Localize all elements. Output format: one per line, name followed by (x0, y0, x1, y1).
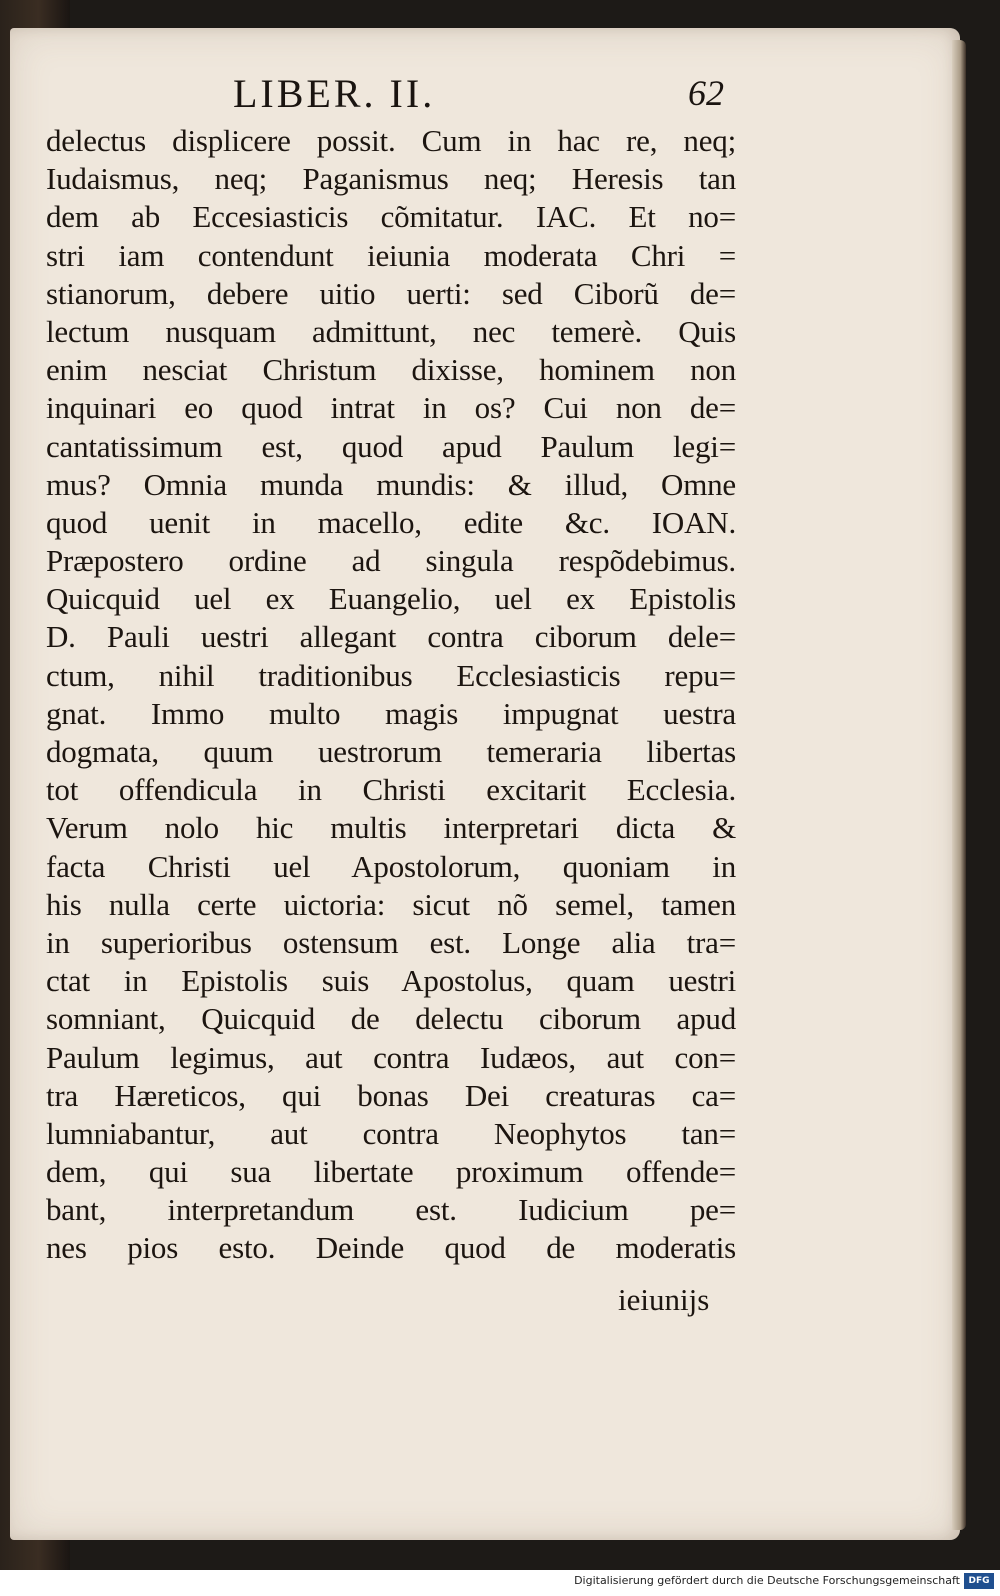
text-line: tot offendicula in Christi excitarit Ecclesia. (46, 772, 736, 808)
dfg-logo: DFG (964, 1573, 994, 1589)
text-line: delectus displicere possit. Cum in hac re, neq; (46, 123, 736, 158)
text-line: nes pios esto. Deinde quod de moderatis (46, 1230, 736, 1266)
text-line: bant, interpretandum est. Iudicium pe= (46, 1192, 736, 1228)
text-line: Verum nolo hic multis interpretari dicta & (46, 810, 736, 846)
text-line: enim nesciat Christum dixisse, hominem non (46, 352, 736, 388)
text-line: lumniabantur, aut contra Neophytos tan= (46, 1115, 736, 1151)
text-line: dogmata, quum uestrorum temeraria libertas (46, 734, 736, 769)
digitization-footer (0, 1570, 1000, 1596)
page-fore-edge (952, 40, 966, 1530)
text-line: Iudaismus, neq; Paganismus neq; Heresis tan (46, 161, 736, 197)
text-line: tra Hæreticos, qui bonas Dei creaturas ca= (46, 1077, 736, 1113)
text-line: ctum, nihil traditionibus Ecclesiasticis repu= (46, 657, 736, 693)
text-line: ctat in Epistolis suis Apostolus, quam uestri (46, 963, 736, 999)
text-line: lectum nusquam admittunt, nec temerè. Quis (46, 313, 736, 349)
text-line: facta Christi uel Apostolorum, quoniam in (46, 848, 736, 884)
text-line: stri iam contendunt ieiunia moderata Chri = (46, 237, 736, 273)
text-line: stianorum, debere uitio uerti: sed Ciborũ de= (46, 275, 736, 311)
text-line: somniant, Quicquid de delectu ciborum apud (46, 1001, 736, 1037)
text-line: Quicquid uel ex Euangelio, uel ex Epistolis (46, 581, 736, 617)
page-header (0, 64, 1000, 124)
body-text (46, 122, 736, 1268)
text-line: dem ab Eccesiasticis cõmitatur. IAC. Et no= (46, 199, 736, 235)
text-line: cantatissimum est, quod apud Paulum legi= (46, 428, 736, 464)
catchword: ieiunijs (618, 1282, 710, 1317)
text-line: inquinari eo quod intrat in os? Cui non de= (46, 390, 736, 426)
text-line: dem, qui sua libertate proximum offende= (46, 1154, 736, 1190)
text-line: in superioribus ostensum est. Longe alia tra= (46, 924, 736, 960)
text-line: D. Pauli uestri allegant contra ciborum dele= (46, 619, 736, 655)
text-line: his nulla certe uictoria: sicut nõ semel, tamen (46, 886, 736, 922)
text-line: gnat. Immo multo magis impugnat uestra (46, 695, 736, 731)
text-line: Paulum legimus, aut contra Iudæos, aut con= (46, 1039, 736, 1075)
page-number: 62 (688, 73, 724, 113)
text-line: Præpostero ordine ad singula respõdebimus. (46, 543, 736, 579)
text-line: quod uenit in macello, edite &c. IOAN. (46, 504, 736, 540)
funding-credit: Digitalisierung gefördert durch die Deutsche Forschungsgemeinschaft (574, 1574, 960, 1587)
running-head: LIBER. II. (233, 71, 436, 116)
text-line: mus? Omnia munda mundis: & illud, Omne (46, 466, 736, 502)
